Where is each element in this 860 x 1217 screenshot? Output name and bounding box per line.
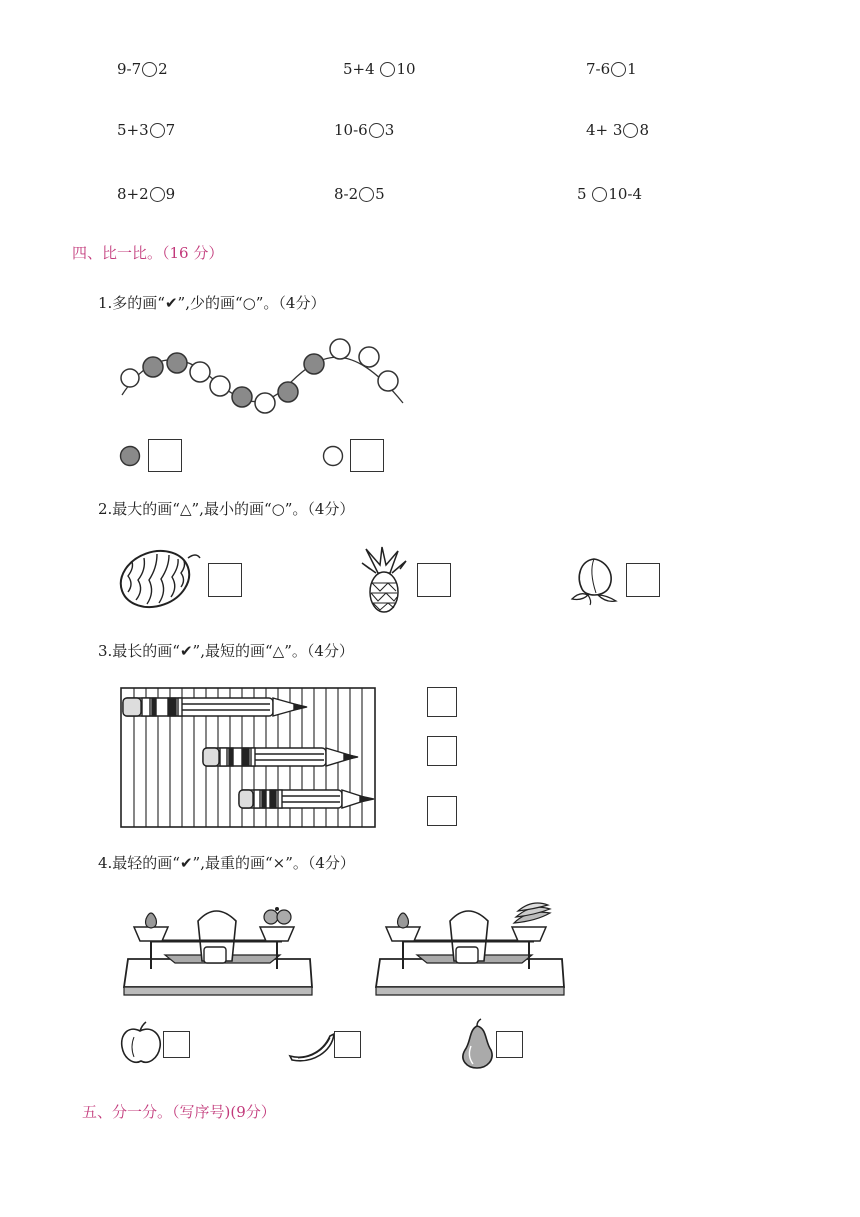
expr-left: 5: [577, 185, 592, 203]
expr-left: 8+2: [117, 185, 149, 203]
compare-item: [586, 59, 637, 79]
expr-right: 10-4: [608, 185, 643, 203]
compare-item: [117, 184, 175, 204]
expr-left: 4+ 3: [586, 121, 623, 139]
section-title: 四、比一比。（16 分）: [72, 244, 224, 262]
section-title: 五、分一分。（写序号)(9分）: [82, 1103, 276, 1121]
answer-circle[interactable]: [359, 187, 374, 202]
answer-circle[interactable]: [380, 62, 395, 77]
expr-left: 7-6: [586, 60, 611, 78]
expr-left: 10-6: [334, 121, 368, 139]
answer-box[interactable]: [427, 736, 457, 766]
pencil-grid-figure: [120, 686, 380, 830]
answer-box[interactable]: [163, 1031, 190, 1058]
pear-icon: [459, 1018, 499, 1070]
compare-item: [117, 59, 168, 79]
compare-item: [343, 59, 416, 79]
answer-circle[interactable]: [150, 187, 165, 202]
answer-circle[interactable]: [611, 62, 626, 77]
expr-right: 5: [375, 185, 385, 203]
answer-box[interactable]: [427, 796, 457, 826]
apple-icon: [120, 1021, 164, 1067]
answer-circle[interactable]: [142, 62, 157, 77]
banana-icon: [288, 1030, 336, 1064]
expr-right: 7: [165, 121, 176, 139]
answer-circle[interactable]: [150, 123, 165, 138]
question-2: 2.最大的画“△”,最小的画“○”。（4分）: [98, 500, 355, 518]
expr-right: 1: [627, 60, 637, 78]
question-1: 1.多的画“✔”,少的画“○”。（4分）: [98, 294, 326, 312]
expr-right: 2: [158, 60, 168, 78]
answer-circle[interactable]: [623, 123, 638, 138]
answer-circle[interactable]: [592, 187, 607, 202]
pineapple-icon: [360, 545, 410, 615]
answer-box[interactable]: [417, 563, 451, 597]
answer-box[interactable]: [334, 1031, 361, 1058]
expr-left: 9-7: [117, 60, 142, 78]
compare-item: [334, 184, 385, 204]
compare-item: [586, 120, 649, 140]
white-bead-icon: [323, 446, 345, 468]
question-4: 4.最轻的画“✔”,最重的画“×”。（4分）: [98, 854, 355, 872]
bead-string-figure: [118, 335, 408, 420]
expr-right: 9: [165, 185, 176, 203]
expr-right: 8: [639, 121, 649, 139]
balance-scale-2: [372, 897, 570, 999]
watermelon-icon: [118, 548, 208, 610]
answer-circle[interactable]: [369, 123, 384, 138]
expr-right: 3: [384, 121, 395, 139]
compare-item: [117, 120, 175, 140]
question-3: 3.最长的画“✔”,最短的画“△”。（4分）: [98, 642, 354, 660]
expr-right: 10: [396, 60, 416, 78]
compare-item: [334, 120, 394, 140]
balance-scale-1: [120, 897, 318, 999]
answer-box[interactable]: [626, 563, 660, 597]
grey-bead-icon: [120, 446, 142, 468]
expr-left: 8-2: [334, 185, 359, 203]
expr-left: 5+3: [117, 121, 149, 139]
peach-icon: [570, 555, 625, 607]
expr-left: 5+4: [343, 60, 380, 78]
answer-box[interactable]: [208, 563, 242, 597]
answer-box[interactable]: [350, 439, 384, 472]
answer-box[interactable]: [148, 439, 182, 472]
compare-item: [577, 184, 642, 204]
answer-box[interactable]: [427, 687, 457, 717]
answer-box[interactable]: [496, 1031, 523, 1058]
